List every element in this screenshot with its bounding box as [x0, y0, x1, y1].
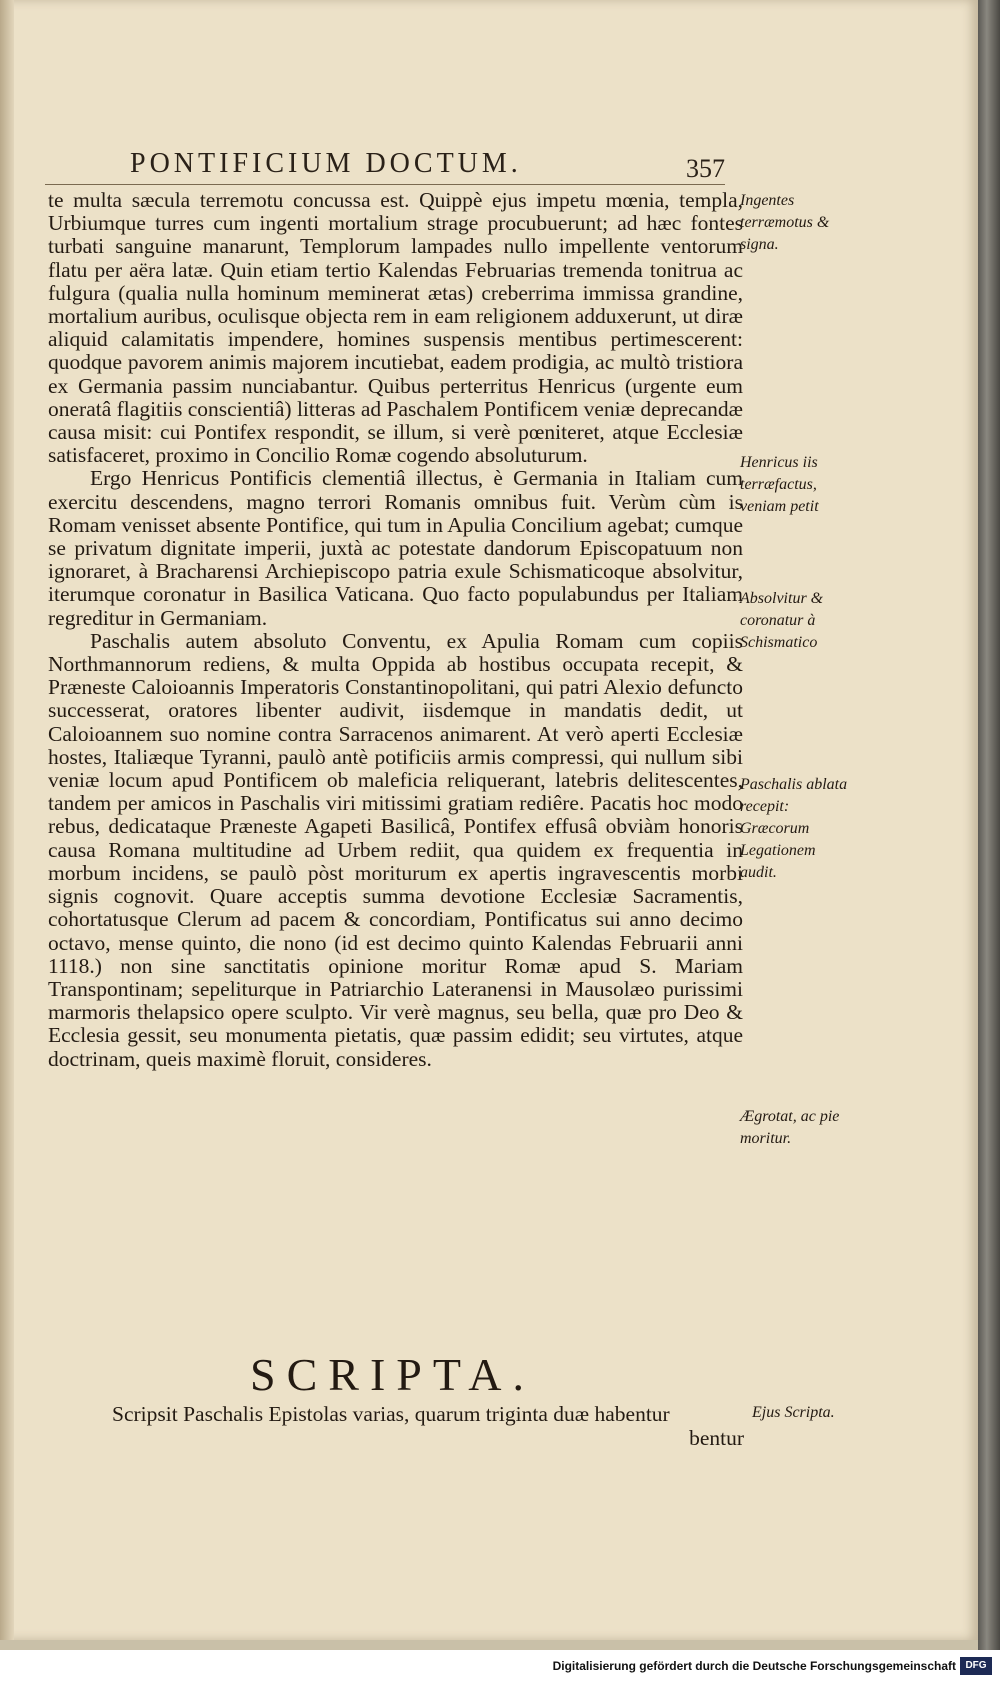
book-page-edges: [978, 0, 1000, 1650]
paragraph-3: Paschalis autem absoluto Conventu, ex Apulia Romam cum copiis Northmannorum rediens, & multa Oppida ab hostibus occupata recepit, & Præneste Caloioannis Imperatoris Constantinopolitani, qui patri Alexio defuncto successerat, oratores libenter audivit, iisdemque in mandatis dedit, ut Caloioannem suo nomine contra Sarracenos animarent. At verò aperti Ecclesiæ hostes, Italiæque Tyranni, paulò antè potificiis armis compressi, qui nullum sibi veniæ locum apud Pontificem ob maleficia reliquerant, latebris delitescentes, tandem per amicos in Paschalis viri mitissimi gratiam rediêre. Pacatis hoc modo rebus, dedicataque Præneste Agapeti Basilicâ, Pontifex effusâ obviàm honoris causa Romana multitudine ad Urbem rediit, qua quidem ex frequentia in morbum incidens, se paulò pòst moriturum ex apertis ingravescentis morbi signis cognovit. Quare acceptis summa devotione Ecclesiæ Sacramentis, cohortatusque Clerum ad pacem & concordiam, Pontificatus sui anno decimo octavo, mense quinto, die nono (id est decimo quinto Kalendas Februarii anni 1118.) non sine sanctitatis opinione moritur Romæ apud S. Mariam Transpontinam; sepeliturque in Patriarchio Lateranensi in Mausolæo purissimi marmoris thelapsico opere sculpto. Vir verè magnus, seu bella, quæ pro Deo & Ecclesia gessit, seu monumenta pietatis, quæ passim edidit; seu virtutes, atque doctrinam, queis maximè floruit, consideres.: [48, 628, 743, 1071]
paragraph-1: te multa sæcula terremotu concussa est. Quippè ejus impetu mœnia, templa, Urbiumque turres cum ingenti mortalium strage procubuerunt; ad hæc fontes turbati sanguine manarunt, Templorum lampades nullo impellente ventorum flatu per aëra latæ. Quin etiam tertio Kalendas Februarias tremenda tonitrua ac fulgura (qualia nulla hominum meminerat ætas) creberrima immissa grandine, mortalium auribus, oculisque objecta rem in eam religionem adduxerunt, ut diræ aliquid calamitatis impendere, homines suspensis mentibus pertimescerent: quodque pavorem animis majorem incutiebat, eadem prodigia, ac multò tristiora ex Germania passim nunciabantur. Quibus perterritus Henricus (urgente eum oneratâ flagitiis conscientiâ) litteras ad Paschalem Pontificem veniæ deprecandæ causa misit: cui Pontifex respondit, se illum, si verè pœniteret, atque Ecclesiæ satisfaceret, proximo in Concilio Romæ cogendo absoluturum.: [48, 188, 743, 468]
header-rule: [45, 184, 725, 185]
paragraph-2: Ergo Henricus Pontificis clementiâ illectus, è Germania in Italiam cum exercitu descendens, magno terrori Romanis omnibus fuit. Verùm cùm is Romam venisset absente Pontifice, qui tum in Apulia Concilium agebat; cumque se privatum dignitate imperii, juxtà ac potestate dandorum Episcopatuum non ignoraret, à Bracharensi Archiepiscopo patria exule Schismaticoque absolvitur, iterumque coronatur in Basilica Vaticana. Quo facto populabundus per Italiam regreditur in Germaniam.: [48, 466, 743, 630]
margin-note-henricus: Henricus iis terræfactus, veniam petit: [740, 454, 819, 515]
footer-bar: [0, 1654, 1000, 1682]
page-number: 357: [686, 154, 725, 183]
dfg-logo: DFG: [960, 1657, 992, 1675]
margin-note-earthquake: Ingentes terræmotus & signa.: [740, 192, 830, 253]
catchword: bentur: [689, 1426, 744, 1450]
margin-note-absolvitur: Absolvitur & coronatur à Schismatico: [740, 590, 824, 651]
margin-note-aegrotat: Ægrotat, ac pie moritur.: [740, 1108, 840, 1147]
scripta-paragraph: [112, 1402, 744, 1450]
main-text: [48, 189, 743, 1071]
running-head: PONTIFICIUM DOCTUM.: [130, 148, 522, 179]
section-heading-scripta: SCRIPTA.: [250, 1349, 535, 1400]
scripta-line: Scripsit Paschalis Epistolas varias, quarum triginta duæ habentur: [112, 1402, 670, 1426]
footer-credit: Digitalisierung gefördert durch die Deutsche Forschungsgemeinschaft: [552, 1659, 956, 1673]
gutter-shadow: [0, 0, 14, 1640]
margin-note-paschalis: Paschalis ablata recepit: Græcorum Legationem audit.: [740, 776, 848, 881]
margin-note-scripta: Ejus Scripta.: [752, 1404, 835, 1421]
